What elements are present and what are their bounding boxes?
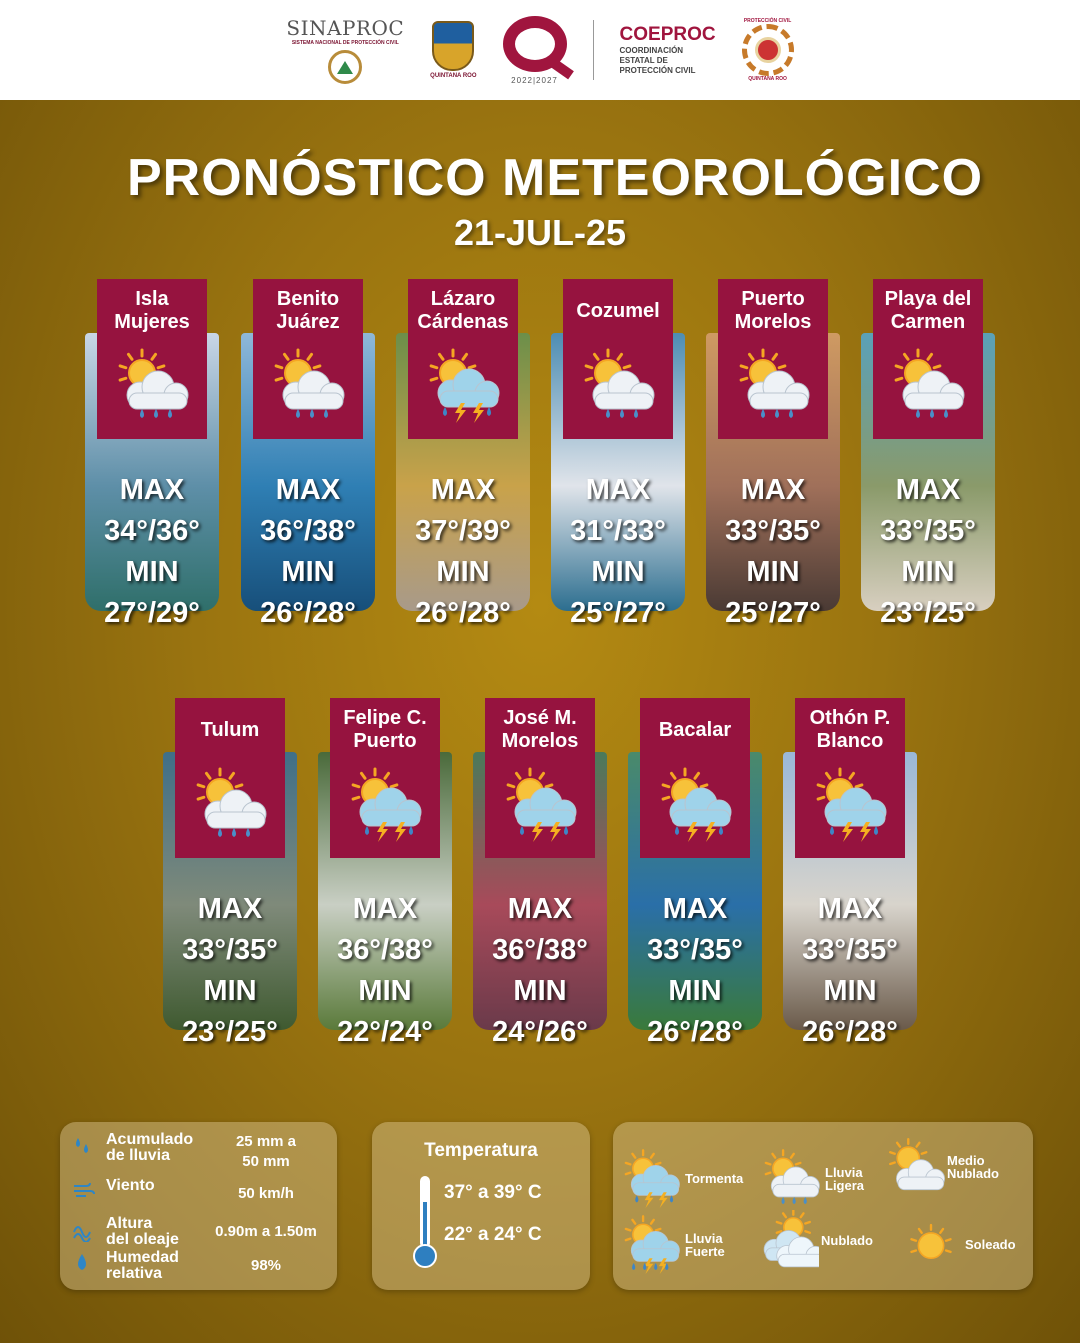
header-divider bbox=[593, 20, 594, 80]
city-name: Benito Juárez bbox=[276, 288, 340, 333]
city-label-box bbox=[97, 279, 207, 439]
max-temperature: 33°/35° bbox=[802, 934, 898, 966]
coeproc-logo bbox=[620, 24, 716, 76]
min-temperature: 26°/28° bbox=[802, 1016, 898, 1048]
city-name: Felipe C. Puerto bbox=[343, 707, 427, 752]
rain-light-icon bbox=[190, 766, 270, 846]
page-title: PRONÓSTICO METEOROLÓGICO bbox=[126, 149, 984, 207]
city-name: Tulum bbox=[200, 718, 260, 741]
city-card bbox=[85, 279, 219, 629]
stat-label: Humedad relativa bbox=[106, 1249, 179, 1282]
city-temperatures bbox=[382, 469, 544, 633]
city-label-box bbox=[563, 279, 673, 439]
government-q-logo bbox=[503, 16, 567, 85]
min-temperature: 24°/26° bbox=[492, 1016, 588, 1048]
sinaproc-subtitle: SISTEMA NACIONAL DE PROTECCIÓN CIVIL bbox=[291, 40, 399, 46]
max-label: MAX bbox=[275, 474, 341, 506]
city-temperatures bbox=[71, 469, 233, 633]
legend-label: Medio Nublado bbox=[947, 1153, 999, 1181]
wind-icon bbox=[72, 1180, 96, 1209]
city-label-box bbox=[485, 698, 595, 858]
max-temperature: 36°/38° bbox=[337, 934, 433, 966]
rain-light-icon bbox=[112, 347, 192, 427]
min-label: MIN bbox=[746, 556, 800, 588]
max-label: MAX bbox=[197, 893, 263, 925]
legend-label: Nublado bbox=[821, 1233, 873, 1248]
sinaproc-logo bbox=[286, 16, 404, 84]
city-label-box bbox=[408, 279, 518, 439]
city-label-box bbox=[718, 279, 828, 439]
max-temperature: 31°/33° bbox=[570, 515, 666, 547]
rain-light-icon bbox=[578, 347, 658, 427]
min-temperature: 26°/28° bbox=[415, 597, 511, 629]
stat-label: Acumulado de lluvia bbox=[106, 1131, 194, 1164]
stat-value: 25 mm a 50 mm bbox=[235, 1133, 297, 1170]
humidity-icon bbox=[72, 1252, 96, 1281]
coeproc-line-2: ESTATAL DE bbox=[619, 56, 668, 65]
legend-label: Tormenta bbox=[685, 1171, 744, 1186]
city-label-box bbox=[253, 279, 363, 439]
min-temperature: 26°/28° bbox=[260, 597, 356, 629]
city-temperatures bbox=[227, 469, 389, 633]
rain-light-icon bbox=[759, 1148, 823, 1212]
max-label: MAX bbox=[119, 474, 185, 506]
min-temperature: 25°/27° bbox=[725, 597, 821, 629]
city-temperatures bbox=[149, 888, 311, 1052]
min-label: MIN bbox=[281, 556, 335, 588]
city-name: Playa del Carmen bbox=[884, 288, 972, 333]
max-temperature: 33°/35° bbox=[725, 515, 821, 547]
max-label: MAX bbox=[352, 893, 418, 925]
city-temperatures bbox=[847, 469, 1009, 633]
city-card bbox=[473, 698, 607, 1048]
header-bar bbox=[0, 0, 1080, 100]
city-card bbox=[396, 279, 530, 629]
min-label: MIN bbox=[591, 556, 645, 588]
max-temperature: 37°/39° bbox=[415, 515, 511, 547]
stats-panel bbox=[60, 1122, 337, 1290]
min-label: MIN bbox=[125, 556, 179, 588]
stat-value: 98% bbox=[250, 1257, 282, 1274]
city-name: Bacalar bbox=[658, 718, 732, 741]
sinaproc-title: SINAPROC bbox=[286, 16, 405, 40]
city-label-box bbox=[640, 698, 750, 858]
city-label-box bbox=[175, 698, 285, 858]
min-label: MIN bbox=[901, 556, 955, 588]
q-logo-icon bbox=[503, 16, 567, 72]
legend-label: Soleado bbox=[965, 1237, 1016, 1252]
storm-icon bbox=[655, 766, 735, 846]
city-temperatures bbox=[769, 888, 931, 1052]
max-temperature: 33°/35° bbox=[880, 515, 976, 547]
stat-value: 50 km/h bbox=[238, 1185, 294, 1202]
rain-drops-icon bbox=[72, 1134, 96, 1163]
sinaproc-emblem-icon bbox=[328, 50, 362, 84]
min-label: MIN bbox=[668, 975, 722, 1007]
stat-value: 0.90m a 1.50m bbox=[215, 1223, 317, 1240]
city-name: José M. Morelos bbox=[501, 707, 579, 752]
state-name: QUINTANA ROO bbox=[430, 73, 477, 79]
min-label: MIN bbox=[358, 975, 412, 1007]
min-temperature: 26°/28° bbox=[647, 1016, 743, 1048]
quintana-roo-logo bbox=[430, 21, 476, 79]
storm-icon bbox=[619, 1148, 683, 1212]
min-label: MIN bbox=[436, 556, 490, 588]
storm-icon bbox=[423, 347, 503, 427]
cloudy-icon bbox=[755, 1210, 819, 1274]
city-name: Isla Mujeres bbox=[114, 288, 190, 333]
rain-light-icon bbox=[268, 347, 348, 427]
max-temperature: 36°/38° bbox=[492, 934, 588, 966]
proteccion-civil-logo bbox=[742, 18, 794, 82]
temperature-title: Temperatura bbox=[424, 1140, 538, 1161]
partly-cloudy-icon bbox=[881, 1136, 945, 1200]
max-temperature: 36°/38° bbox=[260, 515, 356, 547]
coeproc-line-3: PROTECCIÓN CIVIL bbox=[619, 66, 696, 75]
pc-top-text: PROTECCIÓN CIVIL bbox=[743, 18, 792, 24]
rain-light-icon bbox=[733, 347, 813, 427]
min-label: MIN bbox=[823, 975, 877, 1007]
temperature-low: 22° a 24° C bbox=[444, 1224, 542, 1245]
heavy-rain-icon bbox=[619, 1214, 683, 1278]
city-temperatures bbox=[304, 888, 466, 1052]
city-card bbox=[783, 698, 917, 1048]
coeproc-title: COEPROC bbox=[619, 24, 716, 45]
min-temperature: 27°/29° bbox=[104, 597, 200, 629]
stat-label: Altura del oleaje bbox=[106, 1215, 179, 1248]
max-label: MAX bbox=[507, 893, 573, 925]
city-temperatures bbox=[459, 888, 621, 1052]
city-card bbox=[163, 698, 297, 1048]
legend-panel bbox=[613, 1122, 1033, 1290]
min-temperature: 25°/27° bbox=[570, 597, 666, 629]
city-name: Puerto Morelos bbox=[734, 288, 812, 333]
city-card bbox=[628, 698, 762, 1048]
city-name: Cozumel bbox=[576, 299, 660, 322]
max-temperature: 34°/36° bbox=[104, 515, 200, 547]
rain-light-icon bbox=[888, 347, 968, 427]
city-name: Othón P. Blanco bbox=[809, 707, 891, 752]
max-label: MAX bbox=[585, 474, 651, 506]
wave-icon bbox=[72, 1218, 96, 1247]
sunny-icon bbox=[899, 1214, 963, 1278]
max-label: MAX bbox=[740, 474, 806, 506]
coeproc-line-1: COORDINACIÓN bbox=[619, 46, 684, 55]
max-label: MAX bbox=[662, 893, 728, 925]
min-temperature: 23°/25° bbox=[182, 1016, 278, 1048]
max-temperature: 33°/35° bbox=[182, 934, 278, 966]
legend-label: Lluvia Ligera bbox=[825, 1165, 865, 1193]
forecast-date: 21-JUL-25 bbox=[453, 212, 627, 253]
min-label: MIN bbox=[513, 975, 567, 1007]
temperature-panel bbox=[372, 1122, 590, 1290]
city-card bbox=[318, 698, 452, 1048]
stat-label: Viento bbox=[106, 1177, 155, 1194]
min-temperature: 22°/24° bbox=[337, 1016, 433, 1048]
temperature-high: 37° a 39° C bbox=[444, 1182, 542, 1203]
city-card bbox=[861, 279, 995, 629]
storm-icon bbox=[810, 766, 890, 846]
storm-icon bbox=[500, 766, 580, 846]
max-label: MAX bbox=[895, 474, 961, 506]
min-label: MIN bbox=[203, 975, 257, 1007]
city-card bbox=[551, 279, 685, 629]
max-temperature: 33°/35° bbox=[647, 934, 743, 966]
city-temperatures bbox=[614, 888, 776, 1052]
city-temperatures bbox=[692, 469, 854, 633]
pc-emblem-icon bbox=[742, 24, 794, 76]
pc-bottom-text: QUINTANA ROO bbox=[748, 76, 787, 82]
city-label-box bbox=[330, 698, 440, 858]
storm-icon bbox=[345, 766, 425, 846]
legend-label: Lluvia Fuerte bbox=[685, 1231, 725, 1259]
state-shield-icon bbox=[432, 21, 474, 71]
city-label-box bbox=[795, 698, 905, 858]
city-name: Lázaro Cárdenas bbox=[417, 288, 509, 333]
government-years: 2022|2027 bbox=[511, 75, 558, 85]
max-label: MAX bbox=[430, 474, 496, 506]
city-card bbox=[706, 279, 840, 629]
city-temperatures bbox=[537, 469, 699, 633]
max-label: MAX bbox=[817, 893, 883, 925]
min-temperature: 23°/25° bbox=[880, 597, 976, 629]
city-card bbox=[241, 279, 375, 629]
city-label-box bbox=[873, 279, 983, 439]
thermometer-icon bbox=[412, 1174, 438, 1270]
